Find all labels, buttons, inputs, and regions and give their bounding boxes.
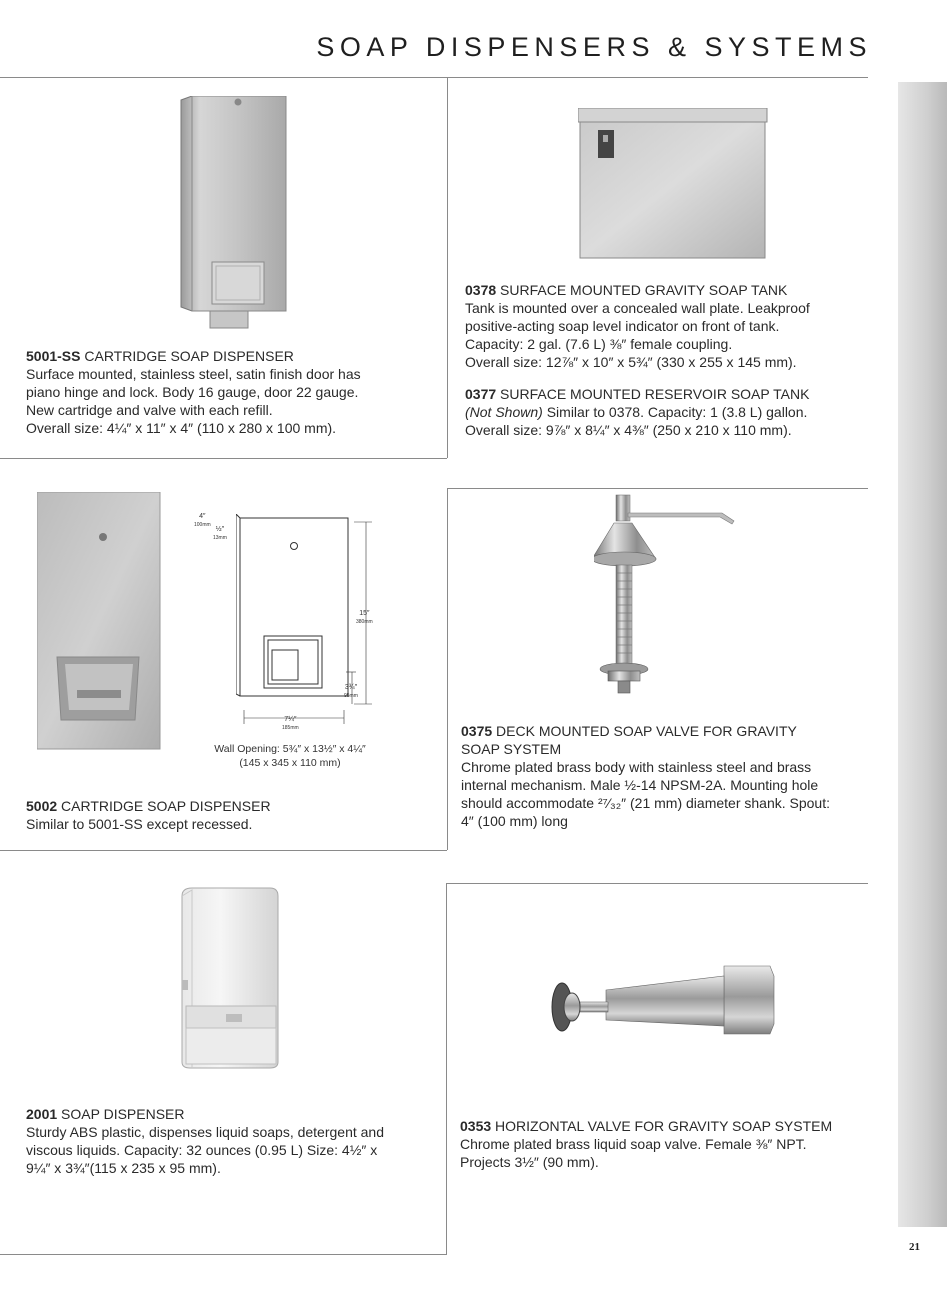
product-name-continued: SOAP SYSTEM: [461, 741, 562, 757]
product-code: 5001-SS: [26, 348, 81, 364]
divider-horizontal-5: [0, 1254, 447, 1255]
product-description-line: Tank is mounted over a concealed wall plate. Leakproof: [465, 300, 810, 316]
product-name: SURFACE MOUNTED RESERVOIR SOAP TANK: [496, 386, 810, 402]
product-name: CARTRIDGE SOAP DISPENSER: [57, 798, 271, 814]
abs-soap-dispenser-image: [176, 886, 282, 1070]
product-description-line: internal mechanism. Male ½-14 NPSM-2A. Mounting hole: [461, 777, 819, 793]
product-5001-ss: [26, 347, 361, 437]
divider-vertical-1: [447, 77, 448, 458]
divider-horizontal-3: [0, 850, 447, 851]
product-description-line: Similar to 5001-SS except recessed.: [26, 816, 253, 832]
product-description-line: viscous liquids. Capacity: 32 ounces (0.95 L) Size: 4½″ x: [26, 1142, 378, 1158]
side-tab-bar: [898, 82, 947, 1227]
page-number: 21: [909, 1241, 920, 1253]
product-5002: [26, 797, 271, 833]
dimension-height: 15″ 380mm: [356, 610, 373, 625]
dimension-width: 7¼″ 185mm: [282, 716, 299, 731]
product-description-line: Surface mounted, stainless steel, satin finish door has: [26, 366, 361, 382]
product-code: 0375: [461, 723, 493, 739]
product-code: 0353: [460, 1118, 492, 1134]
recessed-dispenser-5002-image: [37, 492, 161, 750]
cartridge-dispenser-5001-image: [178, 96, 290, 332]
title-rule: [0, 77, 868, 78]
product-description-line: piano hinge and lock. Body 16 gauge, door 22 gauge.: [26, 384, 359, 400]
divider-vertical-2: [447, 488, 448, 850]
product-code: 0378: [465, 282, 497, 298]
divider-vertical-3: [446, 883, 447, 1254]
product-description-line: 9¼″ x 3¾″(115 x 235 x 95 mm).: [26, 1160, 221, 1176]
dimension-offset: ½″ 13mm: [213, 526, 227, 541]
horizontal-valve-image: [548, 962, 778, 1050]
product-description-line: Projects 3½″ (90 mm).: [460, 1154, 599, 1170]
gravity-soap-tank-image: [578, 108, 768, 260]
divider-horizontal-4: [447, 883, 868, 884]
product-0353: [460, 1117, 832, 1171]
deck-mounted-valve-image: [594, 493, 740, 699]
product-name: SURFACE MOUNTED GRAVITY SOAP TANK: [496, 282, 788, 298]
product-code: 2001: [26, 1106, 58, 1122]
dimension-lower: 3¾″ 95mm: [344, 684, 358, 699]
product-description-line: Capacity: 2 gal. (7.6 L) ⅜″ female coupling.: [465, 336, 733, 352]
product-description-line: Sturdy ABS plastic, dispenses liquid soaps, detergent and: [26, 1124, 384, 1140]
product-name: SOAP DISPENSER: [57, 1106, 185, 1122]
product-0378: [465, 281, 810, 439]
product-name: DECK MOUNTED SOAP VALVE FOR GRAVITY: [492, 723, 797, 739]
product-description-line: Overall size: 4¼″ x 11″ x 4″ (110 x 280 x 100 mm).: [26, 420, 337, 436]
not-shown-note: (Not Shown): [465, 404, 543, 420]
product-description-line: positive-acting soap level indicator on front of tank.: [465, 318, 780, 334]
product-2001: [26, 1105, 384, 1177]
product-code: 5002: [26, 798, 58, 814]
wall-opening-note: Wall Opening: 5¾″ x 13½″ x 4¼″ (145 x 345 x 110 mm): [214, 743, 366, 769]
page-title: SOAP DISPENSERS & SYSTEMS: [316, 32, 872, 62]
product-description-line: Chrome plated brass body with stainless steel and brass: [461, 759, 812, 775]
product-code: 0377: [465, 386, 497, 402]
dimension-depth: 4″ 100mm: [194, 513, 211, 528]
divider-horizontal-1: [0, 458, 447, 459]
product-description-line: Overall size: 9⅞″ x 8¼″ x 4⅜″ (250 x 210 x 110 mm).: [465, 422, 792, 438]
product-description-line: New cartridge and valve with each refill.: [26, 402, 273, 418]
divider-horizontal-2: [447, 488, 868, 489]
product-description-line: should accommodate ²⁷⁄₃₂″ (21 mm) diameter shank. Spout:: [461, 795, 830, 811]
product-name: HORIZONTAL VALVE FOR GRAVITY SOAP SYSTEM: [491, 1118, 833, 1134]
product-0375: [461, 722, 830, 830]
product-description-line: Chrome plated brass liquid soap valve. Female ⅜″ NPT.: [460, 1136, 807, 1152]
product-description-line: Similar to 0378. Capacity: 1 (3.8 L) gallon.: [542, 404, 808, 420]
product-name: CARTRIDGE SOAP DISPENSER: [80, 348, 294, 364]
product-description-line: Overall size: 12⅞″ x 10″ x 5¾″ (330 x 255 x 145 mm).: [465, 354, 797, 370]
product-description-line: 4″ (100 mm) long: [461, 813, 568, 829]
